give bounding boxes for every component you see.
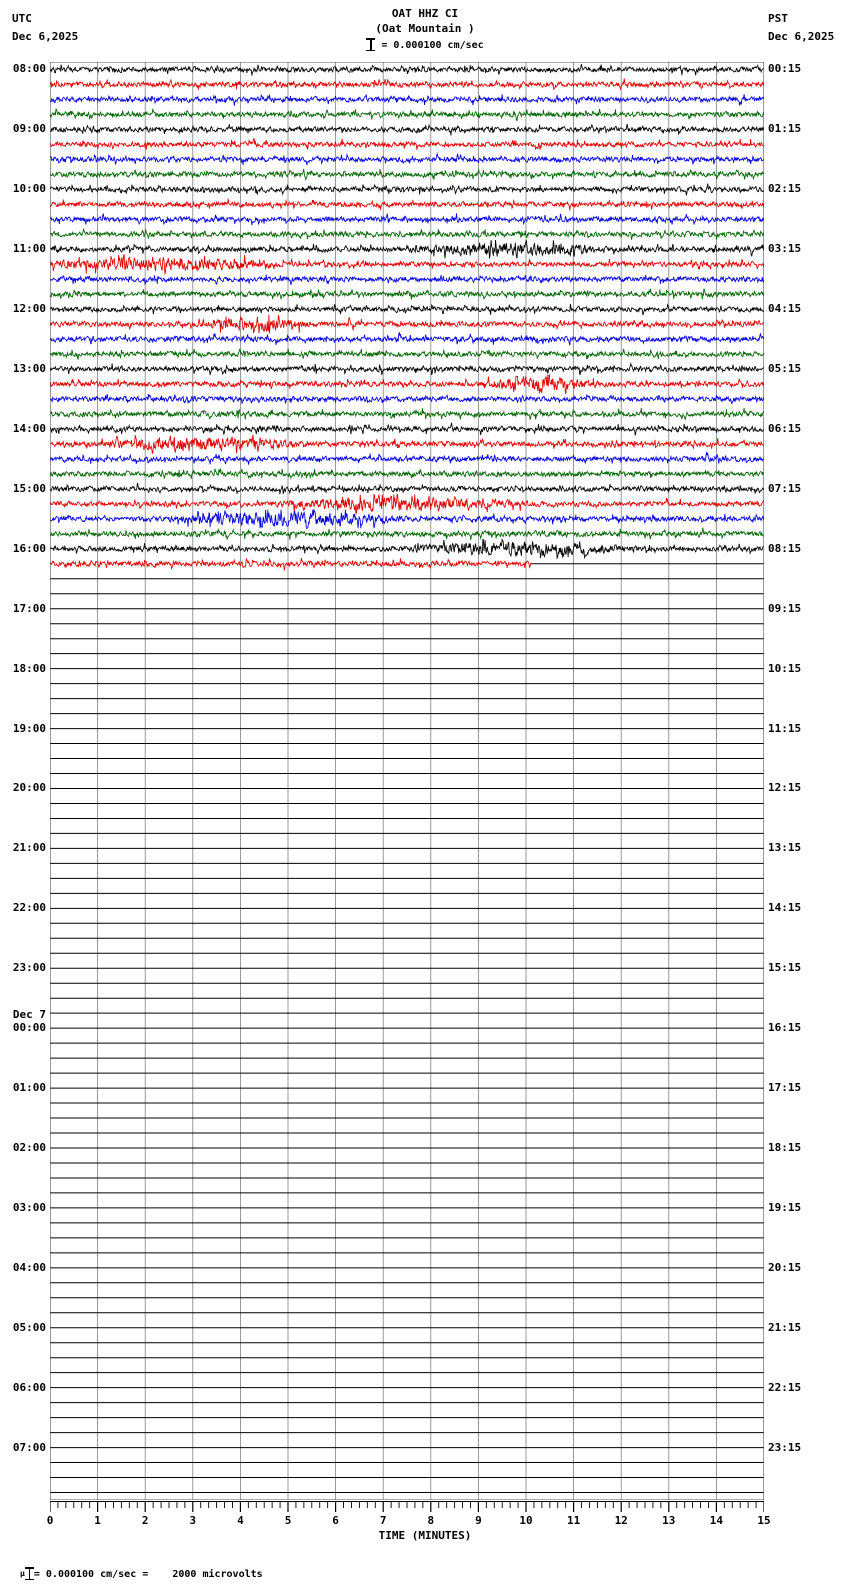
pst-hour-label: 13:15 <box>768 841 802 855</box>
scale-bar-icon <box>366 38 375 51</box>
pst-hour-label: 23:15 <box>768 1440 802 1454</box>
utc-hour-label: 22:00 <box>12 901 46 915</box>
date-label-pst: Dec 6,2025 <box>768 30 835 43</box>
pst-hour-label: 08:15 <box>768 541 802 555</box>
header-center <box>0 6 850 36</box>
utc-hour-label: 17:00 <box>12 601 46 615</box>
x-tick-label: 4 <box>237 1514 244 1527</box>
seismic-trace <box>50 435 764 454</box>
seismic-trace <box>50 199 764 211</box>
utc-hour-label: 02:00 <box>12 1140 46 1154</box>
utc-hour-label: 11:00 <box>12 242 46 256</box>
seismic-trace <box>50 408 764 420</box>
pst-hour-label: 06:15 <box>768 421 802 435</box>
utc-hour-label: 00:00 <box>12 1021 46 1035</box>
utc-hour-label: 04:00 <box>12 1260 46 1274</box>
utc-hour-label: 21:00 <box>12 841 46 855</box>
pst-hour-label: 11:15 <box>768 721 802 735</box>
helicorder-plot[interactable] <box>50 62 764 1500</box>
footer-scale-note <box>8 1556 263 1580</box>
pst-hour-label: 01:15 <box>768 122 802 136</box>
utc-hour-label: 05:00 <box>12 1320 46 1334</box>
seismic-trace <box>50 184 764 196</box>
utc-hour-label: 03:00 <box>12 1200 46 1214</box>
pst-hour-label: 20:15 <box>768 1260 802 1274</box>
x-tick-label: 14 <box>709 1514 724 1527</box>
pst-hour-label: 09:15 <box>768 601 802 615</box>
x-tick-label: 11 <box>566 1514 581 1527</box>
seismic-trace <box>50 79 764 90</box>
x-tick-label: 0 <box>46 1514 54 1527</box>
x-tick-label: 13 <box>662 1514 676 1527</box>
utc-hour-label: 09:00 <box>12 122 46 136</box>
timezone-label-pst: PST <box>768 12 788 25</box>
pst-hour-label: 21:15 <box>768 1320 802 1334</box>
seismic-trace <box>50 558 531 570</box>
seismic-trace <box>50 468 764 478</box>
utc-hour-label: 07:00 <box>12 1440 46 1454</box>
utc-hour-label: 14:00 <box>12 421 46 435</box>
x-tick-label: 8 <box>427 1514 435 1527</box>
micro-symbol: μ <box>20 1569 25 1578</box>
pst-hour-label: 04:15 <box>768 302 802 316</box>
footer-scale-text: = 0.000100 cm/sec = 2000 microvolts <box>33 1569 263 1580</box>
pst-hour-label: 10:15 <box>768 661 802 675</box>
seismic-trace <box>50 510 764 529</box>
pst-hour-label: 14:15 <box>768 901 802 915</box>
utc-hour-label: 13:00 <box>12 362 46 376</box>
seismic-trace <box>50 275 764 285</box>
seismic-trace <box>50 423 764 436</box>
pst-hour-label: 02:15 <box>768 182 802 196</box>
utc-hour-label: 16:00 <box>12 541 46 555</box>
seismic-trace <box>50 483 764 494</box>
seismic-trace <box>50 375 764 394</box>
pst-hour-label: 12:15 <box>768 781 802 795</box>
pst-hour-label: 00:15 <box>768 62 802 76</box>
utc-hour-label: 10:00 <box>12 182 46 196</box>
seismic-trace <box>50 452 764 465</box>
seismic-trace <box>50 154 764 166</box>
seismic-trace <box>50 109 764 121</box>
seismic-trace <box>50 394 764 403</box>
header-right <box>768 10 834 46</box>
utc-hour-label: 15:00 <box>12 481 46 495</box>
seismic-trace <box>50 139 764 150</box>
pst-hour-label: 15:15 <box>768 961 802 975</box>
seismic-trace <box>50 495 764 514</box>
station-name-subtitle: (Oat Mountain ) <box>375 22 475 35</box>
scale-bar-label: = 0.000100 cm/sec <box>381 40 484 51</box>
utc-hour-label: 23:00 <box>12 961 46 975</box>
seismic-trace <box>50 349 764 360</box>
seismic-trace <box>50 124 764 135</box>
x-axis-title: TIME (MINUTES) <box>378 1529 472 1542</box>
timezone-label-utc: UTC <box>12 12 32 25</box>
seismic-trace <box>50 255 764 274</box>
seismic-trace <box>50 332 764 345</box>
utc-hour-label: 08:00 <box>12 62 46 76</box>
x-tick-label: 2 <box>141 1514 149 1527</box>
seismic-trace <box>50 315 764 334</box>
utc-hour-label: 01:00 <box>12 1081 46 1095</box>
utc-hour-label: 18:00 <box>12 661 46 675</box>
footer-scale-bar-icon <box>25 1567 34 1580</box>
pst-hour-label: 19:15 <box>768 1200 802 1214</box>
utc-hour-label: 12:00 <box>12 302 46 316</box>
seismic-trace <box>50 240 764 259</box>
pst-hour-label: 17:15 <box>768 1081 802 1095</box>
seismic-trace <box>50 64 764 76</box>
x-tick-label: 1 <box>94 1514 101 1527</box>
x-tick-label: 10 <box>519 1514 533 1527</box>
amplitude-scale-row <box>0 38 850 51</box>
pst-hour-label: 05:15 <box>768 362 802 376</box>
pst-hour-label: 22:15 <box>768 1380 802 1394</box>
utc-hour-label: 06:00 <box>12 1380 46 1394</box>
seismic-trace <box>50 213 764 225</box>
x-tick-label: 3 <box>189 1514 197 1527</box>
seismic-trace <box>50 229 764 240</box>
seismic-trace <box>50 528 764 540</box>
utc-hour-label: 20:00 <box>12 781 46 795</box>
seismic-trace <box>50 94 764 106</box>
seismic-trace <box>50 169 764 180</box>
station-channel-title: OAT HHZ CI <box>391 7 459 20</box>
x-axis <box>50 1500 764 1514</box>
x-tick-labels <box>0 1514 850 1528</box>
x-tick-label: 9 <box>475 1514 482 1527</box>
pst-hour-label: 18:15 <box>768 1140 802 1154</box>
seismic-trace <box>50 364 764 375</box>
x-tick-label: 6 <box>332 1514 339 1527</box>
seismic-trace <box>50 289 764 300</box>
utc-hour-label: 19:00 <box>12 721 46 735</box>
seismic-trace <box>50 540 764 559</box>
x-tick-label: 5 <box>284 1514 292 1527</box>
date-label-utc: Dec 6,2025 <box>12 30 79 43</box>
seismic-trace <box>50 304 764 315</box>
pst-hour-label: 16:15 <box>768 1021 802 1035</box>
pst-hour-label: 03:15 <box>768 242 802 256</box>
x-tick-label: 15 <box>757 1514 771 1527</box>
x-tick-label: 12 <box>614 1514 628 1527</box>
x-tick-label: 7 <box>379 1514 387 1527</box>
pst-hour-label: 07:15 <box>768 481 802 495</box>
day-change-label: Dec 7 <box>12 1008 46 1022</box>
